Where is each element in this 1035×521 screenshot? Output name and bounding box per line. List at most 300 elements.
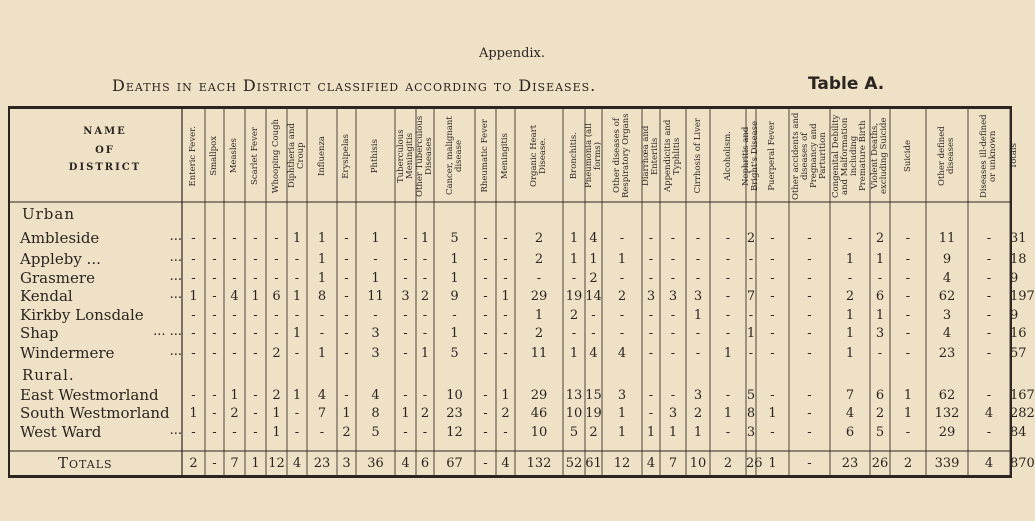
table-cell: - xyxy=(483,346,488,361)
table-cell: - xyxy=(483,252,488,267)
table-cell: 23 xyxy=(938,346,956,361)
table-cell: 3 xyxy=(693,388,703,403)
table-cell: - xyxy=(648,388,654,403)
table-cell: - xyxy=(807,346,812,361)
totals-cell: 23 xyxy=(313,456,331,471)
table-cell: 46 xyxy=(530,406,548,421)
table-cell: 8 xyxy=(371,406,380,421)
table-cell: 4 xyxy=(984,406,994,421)
table-cell: - xyxy=(483,326,488,341)
table-cell: - xyxy=(807,271,812,286)
table-cell: 2 xyxy=(693,406,703,421)
table-cell: - xyxy=(274,231,279,246)
table-cell: 18 xyxy=(1010,252,1027,267)
table-cell: - xyxy=(403,252,408,267)
table-cell: 1 xyxy=(420,346,430,361)
column-header-label: Puerperal Fever xyxy=(767,121,777,191)
table-cell: 1 xyxy=(317,346,327,361)
table-cell: 4 xyxy=(589,346,598,361)
column-header-label: Other accidents and diseases of Pregnancy and Parturition xyxy=(790,112,828,200)
column-header xyxy=(395,112,416,200)
column-header-label: Enteric Fever. xyxy=(188,125,198,187)
table-cell: - xyxy=(253,346,258,361)
leader-dots: ... ... xyxy=(153,324,182,339)
column-header xyxy=(563,112,585,200)
table-cell: - xyxy=(770,346,775,361)
table-cell: - xyxy=(877,346,883,361)
table-cell: - xyxy=(212,346,217,361)
column-header xyxy=(1010,112,1019,200)
totals-cell: 12 xyxy=(613,456,631,471)
table-cell: 1 xyxy=(693,308,703,323)
table-cell: 4 xyxy=(371,388,380,403)
table-cell: - xyxy=(483,406,488,421)
column-header-label: Smallpox xyxy=(209,136,219,176)
table-cell: - xyxy=(725,271,731,286)
column-header xyxy=(890,112,926,200)
table-cell: - xyxy=(648,231,654,246)
table-cell: - xyxy=(807,308,812,323)
table-cell: 1 xyxy=(450,252,459,267)
table-cell: 1 xyxy=(903,406,913,421)
table-cell: 10 xyxy=(530,425,548,440)
table-cell: 1 xyxy=(723,346,733,361)
table-cell: - xyxy=(212,231,217,246)
table-cell: 9 xyxy=(1010,271,1019,286)
totals-label: Totals xyxy=(58,454,113,472)
table-cell: 2 xyxy=(534,326,544,341)
table-cell: - xyxy=(695,326,701,341)
table-cell: - xyxy=(373,252,378,267)
table-cell: - xyxy=(619,326,625,341)
table-cell: - xyxy=(877,271,883,286)
table-cell: - xyxy=(253,425,258,440)
table-cell: 1 xyxy=(617,425,627,440)
table-cell: 10 xyxy=(565,406,583,421)
table-cell: - xyxy=(452,308,457,323)
table-cell: 2 xyxy=(342,425,351,440)
totals-cell: 4 xyxy=(401,456,410,471)
totals-cell: 61 xyxy=(585,456,602,471)
table-cell: - xyxy=(770,231,775,246)
table-cell: 13 xyxy=(565,388,583,403)
table-cell: 11 xyxy=(530,346,548,361)
table-cell: - xyxy=(905,231,911,246)
table-cell: - xyxy=(847,271,853,286)
table-cell: - xyxy=(212,308,217,323)
table-cell: - xyxy=(344,289,349,304)
table-cell: 14 xyxy=(585,289,602,304)
table-cell: 3 xyxy=(693,289,703,304)
table-cell: 9 xyxy=(1010,308,1019,323)
table-cell: - xyxy=(212,271,217,286)
table-cell: - xyxy=(344,326,349,341)
table-cell: - xyxy=(191,231,196,246)
totals-cell: 4 xyxy=(292,456,302,471)
table-cell: 1 xyxy=(589,252,598,267)
table-cell: - xyxy=(212,326,217,341)
table-cell: - xyxy=(191,308,196,323)
column-header-label: Pneumonia (all forms) xyxy=(583,123,603,189)
table-cell: 10 xyxy=(446,388,463,403)
table-cell: - xyxy=(619,271,625,286)
table-cell: 23 xyxy=(446,406,463,421)
table-cell: 4 xyxy=(845,406,855,421)
table-cell: - xyxy=(571,271,577,286)
table-cell: - xyxy=(232,308,237,323)
table-cell: - xyxy=(503,271,508,286)
table-cell: 7 xyxy=(746,289,756,304)
table-cell: - xyxy=(274,271,279,286)
table-cell: 1 xyxy=(845,346,855,361)
table-cell: - xyxy=(191,252,196,267)
table-cell: 1 xyxy=(450,271,459,286)
table-cell: - xyxy=(294,271,300,286)
table-cell: 2 xyxy=(569,308,579,323)
district-label: Kirkby Lonsdale xyxy=(20,306,144,324)
table-cell: 1 xyxy=(292,388,302,403)
totals-cell: - xyxy=(483,456,488,471)
table-cell: - xyxy=(748,308,754,323)
table-cell: - xyxy=(695,271,701,286)
totals-cell: 3 xyxy=(342,456,351,471)
table-cell: - xyxy=(403,425,408,440)
table-cell: - xyxy=(807,425,812,440)
district-name xyxy=(20,287,182,305)
table-cell: - xyxy=(253,406,258,421)
table-cell: 1 xyxy=(668,425,678,440)
table-cell: - xyxy=(986,308,992,323)
table-cell: 1 xyxy=(292,326,302,341)
table-cell: - xyxy=(986,252,992,267)
table-cell: - xyxy=(670,308,676,323)
table-cell: - xyxy=(422,425,428,440)
district-name xyxy=(20,250,182,268)
table-cell: 7 xyxy=(317,406,327,421)
table-cell: - xyxy=(986,346,992,361)
district-label: Ambleside xyxy=(20,229,100,247)
table-cell: 2 xyxy=(589,425,598,440)
table-cell: 1 xyxy=(292,289,302,304)
table-cell: - xyxy=(253,308,258,323)
table-cell: - xyxy=(483,289,488,304)
table-cell: - xyxy=(294,308,300,323)
totals-cell: 4 xyxy=(984,456,994,471)
table-cell: 3 xyxy=(371,326,380,341)
table-cell: 1 xyxy=(401,406,410,421)
column-header xyxy=(585,112,602,200)
table-cell: - xyxy=(670,231,676,246)
table-cell: - xyxy=(373,308,378,323)
table-cell: - xyxy=(986,231,992,246)
totals-cell: 23 xyxy=(841,456,859,471)
table-cell: - xyxy=(986,425,992,440)
table-cell: - xyxy=(905,308,911,323)
column-header-label: Erysipelas xyxy=(341,133,351,179)
table-cell: - xyxy=(253,231,258,246)
district-label: South Westmorland xyxy=(20,404,170,422)
column-header-label: Tuberculous Meningitis xyxy=(395,129,415,183)
appendix-heading: Appendix. xyxy=(478,46,546,61)
table-cell: 3 xyxy=(942,308,952,323)
column-header-label: Organic Heart Disease. xyxy=(529,124,548,188)
table-cell: 1 xyxy=(501,388,510,403)
column-header xyxy=(830,112,870,200)
table-cell: - xyxy=(670,252,676,267)
totals-cell: 7 xyxy=(668,456,678,471)
table-cell: 1 xyxy=(569,252,579,267)
table-cell: - xyxy=(503,326,508,341)
table-cell: 1 xyxy=(317,231,327,246)
table-cell: - xyxy=(191,425,196,440)
table-cell: 9 xyxy=(450,289,459,304)
table-cell: - xyxy=(807,289,812,304)
totals-cell: 7 xyxy=(230,456,239,471)
column-header xyxy=(741,112,760,200)
column-header-label: Diphtheria and Croup xyxy=(287,123,306,189)
table-cell: 9 xyxy=(942,252,952,267)
column-header-label: Totals xyxy=(1009,143,1019,169)
table-cell: 5 xyxy=(450,346,459,361)
table-cell: - xyxy=(648,252,654,267)
column-header-label: Other Tuberculous Diseases xyxy=(415,115,434,197)
table-cell: - xyxy=(422,326,428,341)
table-cell: 7 xyxy=(845,388,855,403)
table-cell: - xyxy=(770,252,775,267)
table-cell: 11 xyxy=(938,231,956,246)
table-cell: - xyxy=(212,388,217,403)
table-cell: 1 xyxy=(189,289,198,304)
leader-dots: ... xyxy=(169,229,182,244)
table-cell: 2 xyxy=(534,252,544,267)
table-cell: 2 xyxy=(589,271,598,286)
column-header-label: Scarlet Fever xyxy=(250,127,260,185)
table-cell: 1 xyxy=(272,406,281,421)
column-header xyxy=(515,112,563,200)
table-cell: - xyxy=(905,271,911,286)
table-cell: 1 xyxy=(617,252,627,267)
totals-cell: 10 xyxy=(689,456,707,471)
table-cell: 62 xyxy=(938,289,956,304)
table-cell: - xyxy=(503,346,508,361)
table-cell: - xyxy=(503,308,508,323)
table-cell: - xyxy=(770,326,775,341)
table-cell: - xyxy=(483,271,488,286)
table-cell: 3 xyxy=(371,346,380,361)
column-header-label: Meningitis xyxy=(500,132,510,180)
column-header-label: Alcoholism. xyxy=(722,131,733,181)
column-header-label: Measles xyxy=(229,138,239,174)
column-header xyxy=(642,112,660,200)
table-cell: 11 xyxy=(367,289,384,304)
table-cell: - xyxy=(403,271,408,286)
table-cell: - xyxy=(253,388,258,403)
column-header xyxy=(266,112,287,200)
table-cell: - xyxy=(670,326,676,341)
table-cell: 2 xyxy=(746,231,756,246)
table-cell: - xyxy=(807,388,812,403)
column-header-label: Bronchitis. xyxy=(568,132,579,180)
table-cell: - xyxy=(483,231,488,246)
table-cell: 1 xyxy=(534,308,544,323)
totals-cell: 1 xyxy=(768,456,777,471)
district-label: Windermere xyxy=(20,344,115,362)
table-cell: 6 xyxy=(845,425,855,440)
table-cell: - xyxy=(619,308,625,323)
table-cell: - xyxy=(191,326,196,341)
table-cell: 15 xyxy=(585,388,602,403)
table-cell: - xyxy=(294,346,300,361)
column-header-label: Suicide xyxy=(902,140,913,172)
column-header xyxy=(307,112,337,200)
column-header-label: Violent Deaths, excluding Suicide xyxy=(870,117,889,195)
table-cell: - xyxy=(591,326,596,341)
table-cell: 29 xyxy=(530,388,548,403)
table-cell: 2 xyxy=(272,388,281,403)
table-cell: - xyxy=(403,346,408,361)
district-name xyxy=(20,404,182,422)
table-cell: - xyxy=(770,425,775,440)
table-cell: 2 xyxy=(617,289,627,304)
table-cell: - xyxy=(503,425,508,440)
totals-cell: 2 xyxy=(903,456,913,471)
column-header xyxy=(245,112,266,200)
table-cell: - xyxy=(232,252,237,267)
column-header-label: Diseases ill-defined or unknown xyxy=(979,114,998,198)
table-cell: 2 xyxy=(501,406,510,421)
table-cell: 1 xyxy=(292,231,302,246)
table-cell: - xyxy=(212,406,217,421)
column-header xyxy=(287,112,307,200)
table-cell: 1 xyxy=(617,406,627,421)
table-cell: 5 xyxy=(569,425,579,440)
table-cell: - xyxy=(807,252,812,267)
column-header xyxy=(475,112,496,200)
table-cell: 19 xyxy=(565,289,583,304)
table-cell: 62 xyxy=(938,388,956,403)
table-cell: - xyxy=(253,271,258,286)
table-cell: - xyxy=(986,271,992,286)
table-cell: 2 xyxy=(272,346,281,361)
district-label: West Ward xyxy=(20,423,102,441)
table-cell: - xyxy=(403,326,408,341)
table-cell: 5 xyxy=(746,388,756,403)
table-cell: - xyxy=(770,271,775,286)
totals-cell: 132 xyxy=(526,456,552,471)
totals-cell: 26 xyxy=(746,456,763,471)
totals-cell: 26 xyxy=(871,456,889,471)
district-name xyxy=(20,269,182,287)
table-cell: 1 xyxy=(230,388,239,403)
table-cell: 3 xyxy=(646,289,656,304)
leader-dots: ... xyxy=(169,344,182,359)
table-cell: 197 xyxy=(1010,289,1035,304)
district-label: Shap xyxy=(20,324,59,342)
table-cell: - xyxy=(212,289,217,304)
table-cell: - xyxy=(503,231,508,246)
totals-cell: 870 xyxy=(1010,456,1035,471)
district-label: East Westmorland xyxy=(20,386,159,404)
column-header xyxy=(337,112,356,200)
column-header xyxy=(496,112,515,200)
table-cell: 1 xyxy=(723,406,733,421)
table-cell: 1 xyxy=(371,231,380,246)
table-cell: 2 xyxy=(230,406,239,421)
table-cell: 1 xyxy=(646,425,656,440)
table-cell: - xyxy=(725,388,731,403)
column-header xyxy=(182,112,205,200)
totals-cell: 1 xyxy=(251,456,260,471)
table-cell: 1 xyxy=(875,308,885,323)
column-header xyxy=(224,112,245,200)
table-cell: - xyxy=(748,271,754,286)
table-cell: - xyxy=(770,388,775,403)
table-cell: - xyxy=(344,271,349,286)
table-cell: 1 xyxy=(903,388,913,403)
table-cell: - xyxy=(725,231,731,246)
column-header-label: Whooping Cough xyxy=(271,118,281,194)
table-cell: 4 xyxy=(617,346,627,361)
table-cell: 4 xyxy=(317,388,327,403)
table-cell: - xyxy=(232,231,237,246)
column-header xyxy=(434,112,475,200)
totals-cell: 12 xyxy=(268,456,285,471)
table-cell: - xyxy=(905,252,911,267)
column-header-label: Influenza xyxy=(316,135,327,177)
table-cell: - xyxy=(807,326,812,341)
table-cell: - xyxy=(191,271,196,286)
table-cell: 1 xyxy=(189,406,198,421)
table-cell: 16 xyxy=(1010,326,1027,341)
column-header xyxy=(416,112,434,200)
table-cell: - xyxy=(986,326,992,341)
totals-cell: 2 xyxy=(189,456,198,471)
table-cell: - xyxy=(294,252,300,267)
column-header-label: Congenital Debility and Malformation including Premature Birth xyxy=(831,114,868,198)
district-label: Appleby ... xyxy=(20,250,101,268)
table-cell: 8 xyxy=(317,289,327,304)
totals-cell: 67 xyxy=(446,456,463,471)
column-header-label: Cirrhosis of Liver xyxy=(692,118,703,194)
table-cell: - xyxy=(253,326,258,341)
table-cell: - xyxy=(422,271,428,286)
column-header xyxy=(789,112,830,200)
table-cell: - xyxy=(294,425,300,440)
table-cell: - xyxy=(319,326,325,341)
table-cell: - xyxy=(648,346,654,361)
totals-cell: - xyxy=(807,456,812,471)
table-cell: - xyxy=(344,346,349,361)
totals-cell: 52 xyxy=(565,456,583,471)
table-cell: - xyxy=(648,308,654,323)
district-label: Kendal xyxy=(20,287,73,305)
table-cell: 3 xyxy=(668,289,678,304)
table-cell: - xyxy=(212,252,217,267)
table-cell: - xyxy=(725,425,731,440)
table-cell: - xyxy=(905,346,911,361)
table-cell: - xyxy=(483,308,488,323)
column-header-label: Other diseases of Respiratory Organs xyxy=(612,113,631,199)
table-cell: 2 xyxy=(534,231,544,246)
table-cell: - xyxy=(212,425,217,440)
table-cell: - xyxy=(648,326,654,341)
table-cell: 282 xyxy=(1010,406,1035,421)
table-cell: 1 xyxy=(251,289,260,304)
table-cell: 3 xyxy=(401,289,410,304)
table-cell: - xyxy=(403,231,408,246)
table-cell: - xyxy=(695,231,701,246)
table-cell: 4 xyxy=(942,271,952,286)
